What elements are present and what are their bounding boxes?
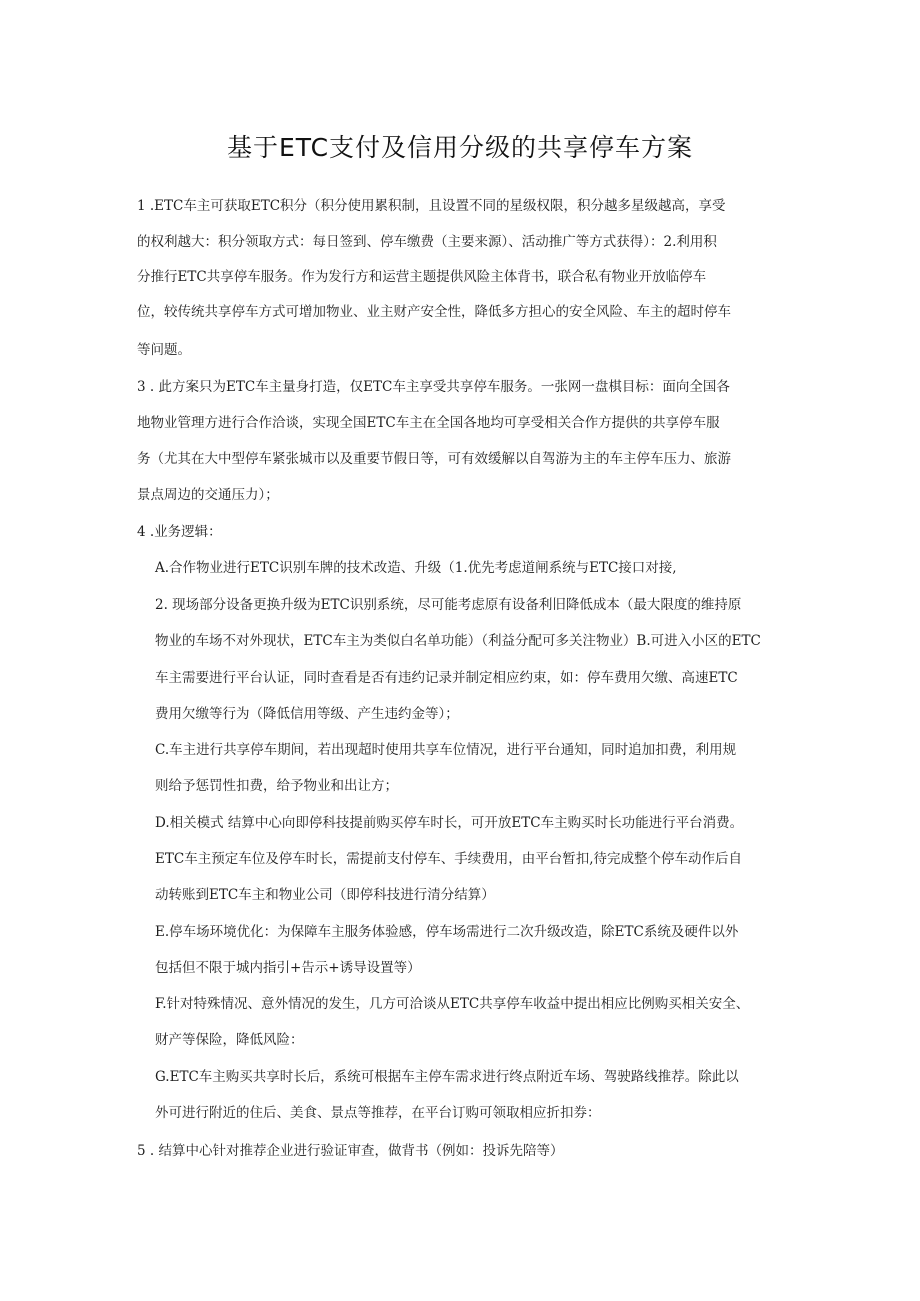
item-4d-line-1: D.相关模式 结算中心向即停科技提前购买停车时长，可开放ETC车主购买时长功能进行平台消费。 [155, 815, 744, 831]
item-4-heading: 4 .业务逻辑： [137, 524, 222, 540]
item-4g-line-2: 外可进行附近的住后、美食、景点等推荐，在平台订购可领取相应折扣券： [155, 1105, 601, 1121]
item-4c-line-1: C.车主进行共享停车期间，若出现超时使用共享车位情况，进行平台通知，同时追加扣费，利用规 [155, 742, 737, 758]
item-4a-line-2: 2. 现场部分设备更换升级为ETC识别系统，尽可能考虑原有设备利旧降低成本（最大限度的维持原 [155, 597, 742, 613]
item-4e-line-2: 包括但不限于城内指引+告示+诱导设置等） [155, 960, 421, 976]
item-4a-line-3: 物业的车场不对外现状，ETC车主为类似白名单功能）（利益分配可多关注物业）B.可进入小区的ETC [155, 633, 761, 649]
item-1-line-1: 1 .ETC车主可获取ETC积分（积分使用累积制，且设置不同的星级权限，积分越多星级越高，享受 [137, 198, 726, 214]
item-4f-line-1: F.针对特殊情况、意外情况的发生，几方可洽谈从ETC共享停车收益中提出相应比例购买相关安全、 [155, 996, 750, 1012]
item-1-line-4: 位，较传统共享停车方式可增加物业、业主财产安全性，降低多方担心的安全风险、车主的超时停车 [137, 304, 731, 320]
item-1-line-5: 等问题。 [137, 342, 191, 358]
item-3-line-3: 务（尤其在大中型停车紧张城市以及重要节假日等，可有效缓解以自驾游为主的车主停车压力、旅游 [137, 451, 731, 467]
item-4d-line-3: 动转账到ETC车主和物业公司（即停科技进行清分结算） [155, 887, 495, 903]
item-4g-line-1: G.ETC车主购买共享时长后，系统可根据车主停车需求进行终点附近车场、驾驶路线推荐。除此以 [155, 1069, 739, 1085]
item-4c-line-2: 则给予惩罚性扣费，给予物业和出让方； [155, 778, 398, 794]
item-1-line-3: 分推行ETC共享停车服务。作为发行方和运营主题提供风险主体背书，联合私有物业开放临停车 [137, 269, 707, 285]
item-3-line-2: 地物业管理方进行合作洽谈，实现全国ETC车主在全国各地均可享受相关合作方提供的共享停车服 [137, 415, 720, 431]
item-4f-line-2: 财产等保险，降低风险： [155, 1032, 304, 1048]
item-4a-line-4: 车主需要进行平台认证，同时查看是否有违约记录并制定相应约束，如：停车费用欠缴、高速ETC [155, 670, 738, 686]
item-4a-line-1: A.合作物业进行ETC识别车牌的技术改造、升级（1.优先考虑道闸系统与ETC接口对接, [155, 560, 677, 576]
item-1-line-2: 的权利越大：积分领取方式：每日签到、停车缴费（主要来源）、活动推广等方式获得）：2.利用积 [137, 234, 717, 250]
item-4d-line-2: ETC车主预定车位及停车时长，需提前支付停车、手续费用，由平台暂扣,待完成整个停车动作后自 [155, 851, 742, 867]
item-4e-line-1: E.停车场环境优化：为保障车主服务体验感，停车场需进行二次升级改造，除ETC系统及硬件以外 [155, 924, 739, 940]
item-5-line-1: 5 . 结算中心针对推荐企业进行验证审查，做背书（例如：投诉先陪等） [137, 1143, 564, 1159]
item-3-line-4: 景点周边的交通压力）； [137, 487, 279, 503]
item-4a-line-5: 费用欠缴等行为（降低信用等级、产生违约金等）； [155, 706, 459, 722]
item-3-line-1: 3 . 此方案只为ETC车主量身打造，仅ETC车主享受共享停车服务。一张网一盘棋目标：面向全国各 [137, 379, 730, 395]
document-title: 基于ETC支付及信用分级的共享停车方案 [226, 133, 694, 162]
